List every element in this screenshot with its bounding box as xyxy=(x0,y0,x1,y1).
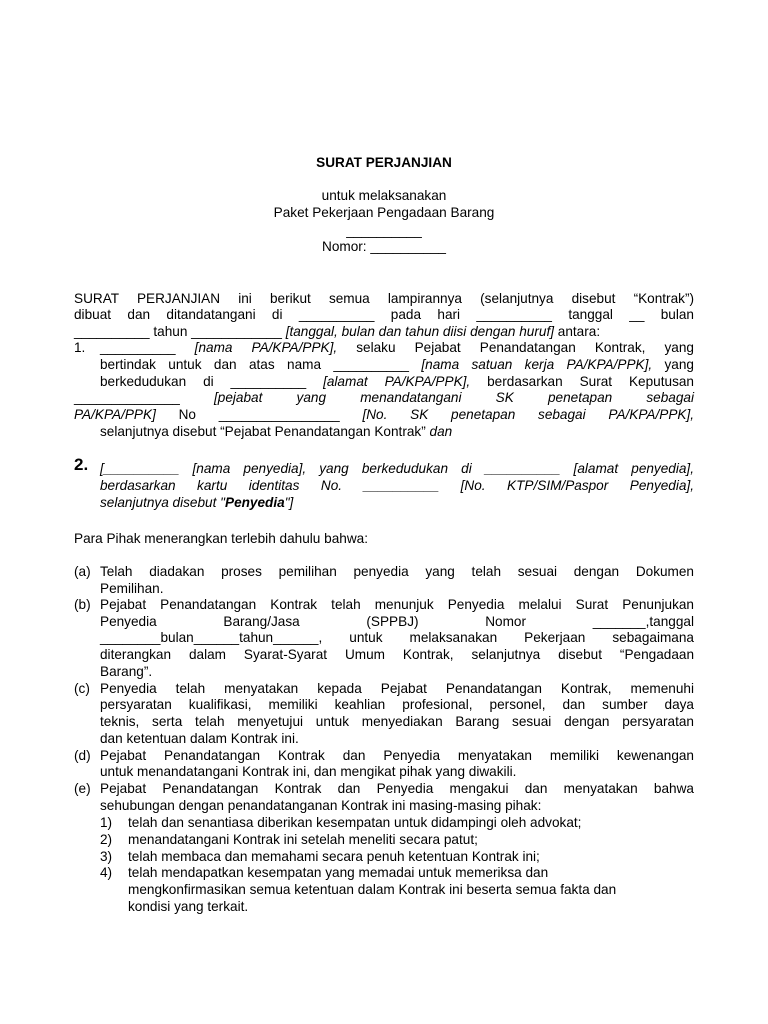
point-b-line-1: Pejabat Penandatangan Kontrak telah menunjuk Penyedia melalui Surat Penunjukan xyxy=(100,597,694,612)
point-b-line-4: diterangkan dalam Syarat-Syarat Umum Kontrak, selanjutnya disebut “Pengadaan xyxy=(100,647,694,662)
sub-item-number: 4) xyxy=(100,865,113,880)
point-c-line-3: teknis, serta telah menyetujui untuk menyediakan Barang sesuai dengan persyaratan xyxy=(100,714,694,729)
sub-item-text: telah mendapatkan kesempatan yang memadai untuk memeriksa dan xyxy=(128,865,549,880)
point-b-line-2: Penyedia Barang/Jasa (SPPBJ) Nomor _______,tanggal xyxy=(100,614,694,629)
party-1-line-3: berkedudukan di __________ [alamat PA/KPA/PPK], berdasarkan Surat Keputusan xyxy=(100,374,694,389)
sub-item-text: telah membaca dan memahami secara penuh ketentuan Kontrak ini; xyxy=(128,849,540,864)
sub-item-text: telah dan senantiasa diberikan kesempatan untuk didampingi oleh advokat; xyxy=(128,815,582,830)
preamble: Para Pihak menerangkan terlebih dahulu bahwa: xyxy=(74,531,368,546)
point-e-line-2: sehubungan dengan penandatanganan Kontrak ini masing-masing pihak: xyxy=(100,798,542,813)
party-1-line-5: PA/KPA/PPK] No ________________ [No. SK penetapan sebagai PA/KPA/PPK], xyxy=(74,407,695,422)
point-e-line-1: Pejabat Penandatangan Kontrak dan Penyedia mengakui dan menyatakan bahwa xyxy=(100,781,694,796)
point-a-line-1: Telah diadakan proses pemilihan penyedia yang telah sesuai dengan Dokumen xyxy=(100,564,694,579)
point-a-line-2: Pemilihan. xyxy=(100,581,164,596)
subtitle-line-3: __________ xyxy=(346,223,422,238)
party-2-line-3: selanjutnya disebut "Penyedia"] xyxy=(100,495,294,510)
subtitle-line-1: untuk melaksanakan xyxy=(321,188,447,203)
point-c-line-4: dan ketentuan dalam Kontrak ini. xyxy=(100,731,299,746)
party-2-number: 2. xyxy=(74,455,89,474)
sub-item-number: 3) xyxy=(100,849,113,864)
point-d-line-1: Pejabat Penandatangan Kontrak dan Penyedia menyatakan memiliki kewenangan xyxy=(100,748,694,763)
point-e-label: (e) xyxy=(74,781,91,796)
point-c-line-1: Penyedia telah menyatakan kepada Pejabat Penandatangan Kontrak, memenuhi xyxy=(100,681,694,696)
subtitle-line-2: Paket Pekerjaan Pengadaan Barang xyxy=(273,205,495,220)
sub-item-text: menandatangani Kontrak ini setelah meneliti secara patut; xyxy=(128,832,478,847)
point-d-line-2: untuk menandatangani Kontrak ini, dan mengikat pihak yang diwakili. xyxy=(100,764,517,779)
point-a-label: (a) xyxy=(74,564,91,579)
party-1-number: 1. xyxy=(74,340,86,355)
point-b-line-5: Barang”. xyxy=(100,664,153,679)
sub-item-4-line-2: mengkonfirmasikan semua ketentuan dalam Kontrak ini beserta semua fakta dan xyxy=(128,882,617,897)
point-d-label: (d) xyxy=(74,748,91,763)
party-1-line-6: selanjutnya disebut “Pejabat Penandatangan Kontrak” dan xyxy=(100,424,453,439)
document-title: SURAT PERJANJIAN xyxy=(316,155,452,170)
intro-line-2: dibuat dan ditandatangani di __________ pada hari __________ tanggal __ bulan xyxy=(74,307,694,322)
party-1-line-4: ______________ [pejabat yang menandatangani SK penetapan sebagai xyxy=(74,390,694,405)
party-2-line-2: berdasarkan kartu identitas No. __________ [No. KTP/SIM/Paspor Penyedia], xyxy=(100,478,694,493)
party-1-line-1: __________ [nama PA/KPA/PPK], selaku Pejabat Penandatangan Kontrak, yang xyxy=(100,340,694,355)
sub-item-number: 2) xyxy=(100,832,113,847)
sub-item-4-line-3: kondisi yang terkait. xyxy=(128,899,249,914)
nomor-line: Nomor: __________ xyxy=(322,239,446,254)
intro-line-1: SURAT PERJANJIAN ini berikut semua lampirannya (selanjutnya disebut “Kontrak”) xyxy=(74,291,694,306)
point-b-label: (b) xyxy=(74,597,91,612)
intro-line-3: __________ tahun ____________ [tanggal, bulan dan tahun diisi dengan huruf] antara: xyxy=(74,324,601,339)
point-c-line-2: persyaratan kualifikasi, memiliki keahlian profesional, personel, dan sumber daya xyxy=(100,697,694,712)
point-b-line-3: ________bulan______tahun______, untuk melaksanakan Pekerjaan sebagaimana xyxy=(100,630,694,645)
sub-item-number: 1) xyxy=(100,815,113,830)
point-c-label: (c) xyxy=(74,681,90,696)
party-2-line-1: [__________ [nama penyedia], yang berkedudukan di __________ [alamat penyedia], xyxy=(100,461,694,476)
party-1-line-2: bertindak untuk dan atas nama __________ [nama satuan kerja PA/KPA/PPK], yang xyxy=(100,357,694,372)
